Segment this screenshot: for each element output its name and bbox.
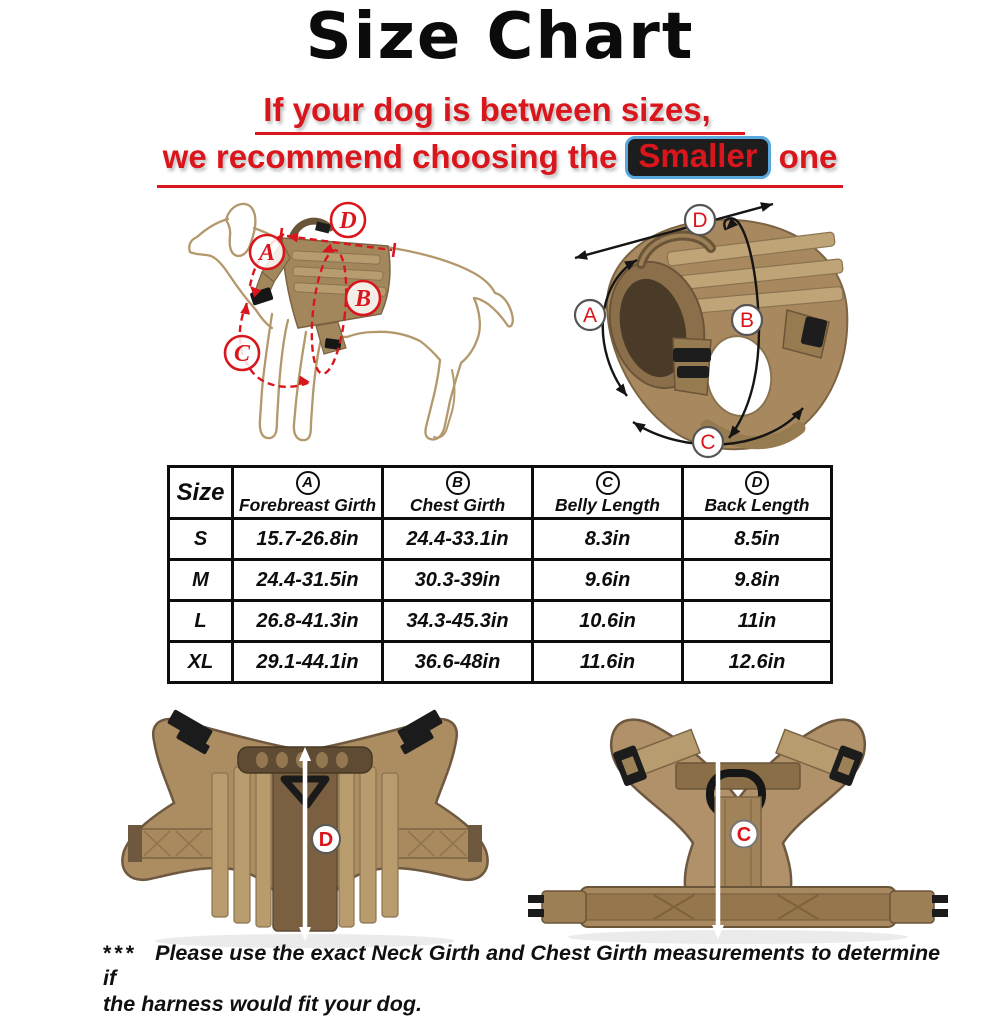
value-cell: 11.6in [533,642,683,683]
value-cell: 12.6in [683,642,832,683]
size-table [167,465,833,684]
value-cell: 10.6in [533,601,683,642]
label-c [731,821,758,848]
svg-text:D: D [339,208,357,234]
table-row [169,560,832,601]
table-row [169,601,832,642]
svg-text:C: C [700,431,716,454]
size-cell: M [169,560,233,601]
value-cell: 24.4-33.1in [383,519,533,560]
value-cell: 8.3in [533,519,683,560]
circled-letter-d: D [745,471,769,495]
label-d [685,205,715,235]
svg-text:D: D [318,829,334,851]
label-a [250,235,284,269]
value-cell: 24.4-31.5in [233,560,383,601]
value-cell: 36.6-48in [383,642,533,683]
label-d [312,825,340,853]
svg-text:B: B [354,286,372,312]
label-b [732,305,762,335]
harness-front-view-photo [528,703,948,953]
subtitle-line-2-suffix: one [778,138,838,175]
footer-stars: *** [103,941,138,965]
footer-line-1: *** Please use the exact Neck Girth and Chest Girth measurements to determine if [103,941,941,991]
value-cell: 9.8in [683,560,832,601]
harness-body [597,220,847,450]
harness-top-view-photo [110,703,500,953]
size-cell: XL [169,642,233,683]
label-c [693,427,723,457]
harness-3d-view-diagram [545,190,880,470]
table-row [169,519,832,560]
column-header-back-length: D Back Length [684,471,830,514]
svg-text:C: C [233,341,251,367]
label-a [575,300,605,330]
subtitle-line-2-prefix: we recommend choosing the [162,138,618,175]
dog-outline [189,204,513,440]
subtitle-line-1-text: If your dog is between sizes, [255,92,744,135]
circled-letter-c: C [596,471,620,495]
size-cell: L [169,601,233,642]
value-cell: 11in [683,601,832,642]
value-cell: 34.3-45.3in [383,601,533,642]
subtitle-line-2 [0,137,1000,188]
label-d [331,203,365,237]
value-cell: 15.7-26.8in [233,519,383,560]
table-header-row [169,467,832,519]
circled-letter-a: A [296,471,320,495]
subtitle-line-1 [0,92,1000,135]
footer-line-2: the harness would fit your dog. [103,991,422,1016]
dog-far-front-leg [294,332,322,440]
value-cell: 30.3-39in [383,560,533,601]
column-header-belly-length: C Belly Length [534,471,681,514]
page-title: Size Chart [305,0,695,74]
value-cell: 29.1-44.1in [233,642,383,683]
column-header-size: Size [169,467,233,519]
circled-letter-b: B [446,471,470,495]
column-header-forebreast-girth: A Forebreast Girth [234,471,381,514]
value-cell: 26.8-41.3in [233,601,383,642]
svg-text:C: C [736,824,752,846]
footer-note [103,941,943,1017]
svg-text:A: A [258,240,276,266]
label-c [225,336,259,370]
value-cell: 9.6in [533,560,683,601]
label-b [346,281,380,315]
dog-near-front-leg [260,314,288,438]
table-row [169,642,832,683]
svg-text:D: D [692,209,708,232]
dog-side-view-diagram [150,190,520,470]
size-cell: S [169,519,233,560]
column-header-chest-girth: B Chest Girth [384,471,531,514]
svg-text:A: A [582,304,598,327]
svg-text:B: B [739,309,755,332]
smaller-highlight-badge: Smaller [625,136,770,179]
belly-band [580,887,896,927]
value-cell: 8.5in [683,519,832,560]
